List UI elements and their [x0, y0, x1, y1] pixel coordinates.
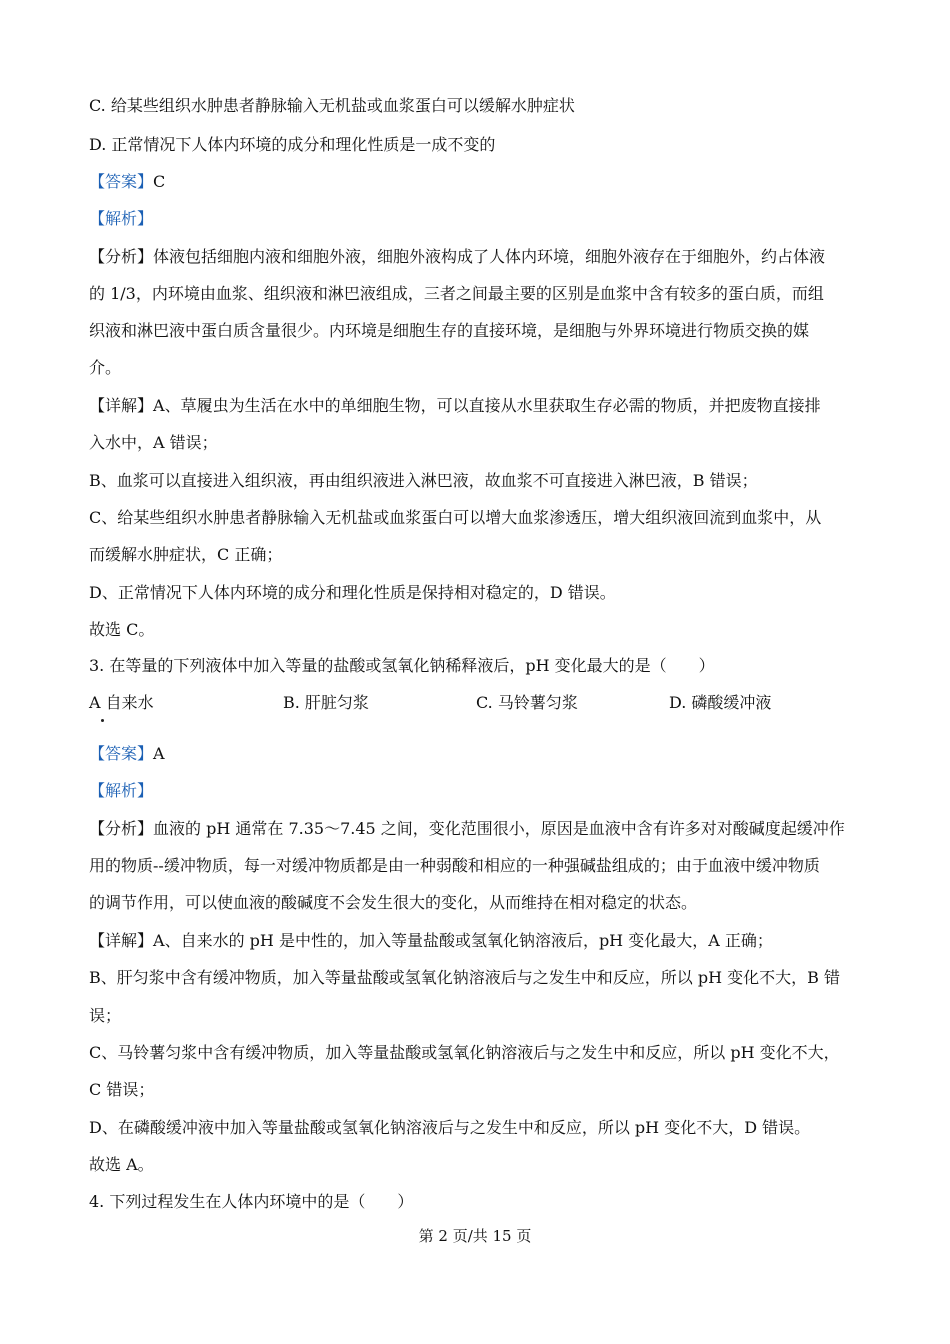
q2-analysis-line: 织液和淋巴液中蛋白质含量很少。内环境是细胞生存的直接环境，是细胞与外界环境进行物质交换的媒: [89, 321, 810, 340]
q2-detail-line: C、给某些组织水肿患者静脉输入无机盐或血浆蛋白可以增大血浆渗透压，增大组织液回流到血浆中，从: [89, 508, 822, 527]
page-footer: 第 2 页/共 15 页: [418, 1227, 532, 1245]
q2-detail-line: 而缓解水肿症状，C 正确；: [89, 545, 283, 564]
answer-value: A: [153, 744, 165, 763]
option-dot-mark: [101, 719, 104, 722]
analysis-text: 血液的 pH 通常在 7.35～7.45 之间，变化范围很小，原因是血液中含有许多对对酸碱度起缓冲作: [153, 819, 845, 838]
q3-analysis-line: [89, 819, 864, 839]
q3-analysis-line: 的调节作用，可以使血液的酸碱度不会发生很大的变化，从而维持在相对稳定的状态。: [89, 893, 698, 912]
q4-stem: 4. 下列过程发生在人体内环境中的是（ ）: [89, 1192, 414, 1211]
q3-detail-line: D、在磷酸缓冲液中加入等量盐酸或氢氧化钠溶液后与之发生中和反应，所以 pH 变化不大，D 错误。: [89, 1118, 811, 1137]
q3-answer: [89, 744, 864, 764]
answer-value: C: [153, 172, 166, 191]
detail-text: A、草履虫为生活在水中的单细胞生物，可以直接从水里获取生存必需的物质，并把废物直接排: [153, 396, 821, 415]
detail-tag: 【详解】: [89, 396, 154, 415]
q2-analysis-line: 的 1/3，内环境由血浆、组织液和淋巴液组成，三者之间最主要的区别是血浆中含有较多的蛋白质，而组: [89, 284, 824, 303]
q3-conclusion: 故选 A。: [89, 1155, 154, 1174]
analysis-tag: 【分析】: [89, 819, 154, 838]
q3-detail-line: 误；: [89, 1006, 122, 1025]
q2-detail-line: 入水中，A 错误；: [89, 433, 218, 452]
q3-analysis-line: 用的物质--缓冲物质，每一对缓冲物质都是由一种弱酸和相应的一种强碱盐组成的；由于血液中缓冲物质: [89, 856, 820, 875]
answer-tag: 【答案】: [89, 172, 154, 191]
q2-detail-line: D、正常情况下人体内环境的成分和理化性质是保持相对稳定的，D 错误。: [89, 583, 616, 602]
answer-tag: 【答案】: [89, 744, 154, 763]
q3-detail-line: [89, 931, 864, 951]
q2-answer: [89, 172, 864, 192]
q2-conclusion: 故选 C。: [89, 620, 155, 639]
detail-tag: 【详解】: [89, 931, 154, 950]
q2-analysis-line: 介。: [89, 358, 122, 377]
q3-detail-line: C 错误；: [89, 1080, 155, 1099]
q3-stem: 3. 在等量的下列液体中加入等量的盐酸或氢氧化钠稀释液后，pH 变化最大的是（ ）: [89, 656, 715, 675]
q2-detail-line: B、血浆可以直接进入组织液，再由组织液进入淋巴液，故血浆不可直接进入淋巴液，B 错误；: [89, 471, 758, 490]
detail-text: A、自来水的 pH 是中性的，加入等量盐酸或氢氧化钠溶液后，pH 变化最大，A 正确；: [153, 931, 773, 950]
q3-option-b: B. 肝脏匀浆: [283, 693, 369, 712]
analysis-text: 体液包括细胞内液和细胞外液，细胞外液构成了人体内环境，细胞外液存在于细胞外，约占体液: [153, 247, 826, 266]
q2-explain-tag: 【解析】: [89, 209, 154, 228]
q2-option-c: C. 给某些组织水肿患者静脉输入无机盐或血浆蛋白可以缓解水肿症状: [89, 96, 575, 115]
q3-option-d: D. 磷酸缓冲液: [669, 693, 772, 712]
q3-option-c: C. 马铃薯匀浆: [476, 693, 578, 712]
q2-option-d: D. 正常情况下人体内环境的成分和理化性质是一成不变的: [89, 135, 496, 154]
q3-option-a: A 自来水: [89, 693, 154, 712]
analysis-tag: 【分析】: [89, 247, 154, 266]
q3-explain-tag: 【解析】: [89, 781, 154, 800]
q2-analysis-line: [89, 247, 864, 267]
q3-detail-line: C、马铃薯匀浆中含有缓冲物质，加入等量盐酸或氢氧化钠溶液后与之发生中和反应，所以 pH 变化不大，: [89, 1043, 840, 1062]
q3-detail-line: B、肝匀浆中含有缓冲物质，加入等量盐酸或氢氧化钠溶液后与之发生中和反应，所以 pH 变化不大，B 错: [89, 968, 840, 987]
q2-detail-line: [89, 396, 864, 416]
